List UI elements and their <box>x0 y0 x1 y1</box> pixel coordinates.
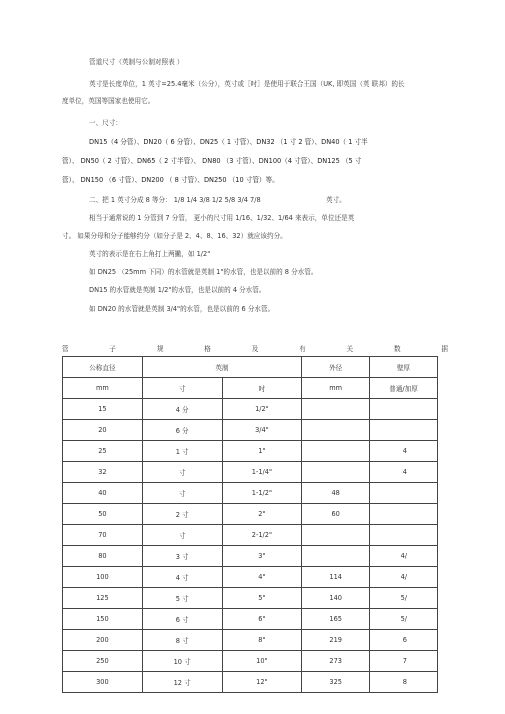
section2-heading: 二、把 1 英寸分成 8 等分： 1/8 1/4 3/8 1/2 5/8 3/4 7/8 <box>89 196 261 204</box>
cell-outer-diameter <box>302 420 370 441</box>
table-heading-char: 格 <box>204 345 211 353</box>
section2-line-4: 如 DN25 （25mm 下同）的水管就是英制 1"的水管，也是以前的 8 分水管。 <box>89 268 318 276</box>
cell-cun: 5 寸 <box>142 588 222 609</box>
table-row <box>63 630 438 651</box>
table-row <box>63 525 438 546</box>
header-imperial: 英制 <box>142 357 302 378</box>
cell-nominal-diameter: 50 <box>63 504 143 525</box>
section2-line-2: 寸。 如果分母和分子能够约分（如分子是 2、4、8、16、32）就应该约分。 <box>62 232 287 240</box>
table-heading-char: 有 <box>299 345 306 353</box>
table-row <box>63 462 438 483</box>
section1-line-1: DN15（4 分管）、DN20（ 6 分管）、DN25（ 1 寸管）、DN32 （1 寸 2 管）、DN40（ 1 寸半 <box>89 138 368 146</box>
cell-outer-diameter <box>302 462 370 483</box>
cell-wall-thickness: 5/ <box>370 588 438 609</box>
table-heading-char: 管 <box>62 345 69 353</box>
cell-nominal-diameter: 20 <box>63 420 143 441</box>
cell-nominal-diameter: 250 <box>63 651 143 672</box>
cell-cun: 寸 <box>142 462 222 483</box>
table-heading-char: 关 <box>346 345 354 353</box>
cell-nominal-diameter: 125 <box>63 588 143 609</box>
cell-cun: 10 寸 <box>142 651 222 672</box>
intro-line-2: 度单位，英国等国家也使用它。 <box>62 97 155 105</box>
unit-mm-od: mm <box>302 378 370 399</box>
cell-nominal-diameter: 100 <box>63 567 143 588</box>
cell-inch: 6" <box>222 609 302 630</box>
cell-cun: 1 寸 <box>142 441 222 462</box>
table-row <box>63 504 438 525</box>
table-row <box>63 399 438 420</box>
cell-inch: 8" <box>222 630 302 651</box>
section1-line-2: 管）、 DN50（ 2 寸管）、DN65（ 2 寸半管）、 DN80 （3 寸管）、DN100（4 寸管）、DN125 （5 寸 <box>62 157 362 165</box>
cell-outer-diameter: 325 <box>302 672 370 693</box>
cell-nominal-diameter: 32 <box>63 462 143 483</box>
cell-inch: 2" <box>222 504 302 525</box>
section2-heading-tail: 英寸。 <box>326 196 346 204</box>
table-heading-char: 子 <box>109 345 117 353</box>
header-outer-diameter: 外径 <box>302 357 370 378</box>
cell-wall-thickness: 4/ <box>370 567 438 588</box>
table-row <box>63 420 438 441</box>
cell-wall-thickness: 7 <box>370 651 438 672</box>
cell-wall-thickness <box>370 483 438 504</box>
cell-nominal-diameter: 200 <box>63 630 143 651</box>
cell-wall-thickness: 8 <box>370 672 438 693</box>
section1-line-3: 管）、 DN150 （6 寸管）、DN200 （ 8 寸管）、DN250 （10 寸管）等。 <box>62 176 279 184</box>
cell-cun: 2 寸 <box>142 504 222 525</box>
cell-cun: 4 分 <box>142 399 222 420</box>
cell-outer-diameter: 219 <box>302 630 370 651</box>
cell-cun: 寸 <box>142 483 222 504</box>
cell-nominal-diameter: 70 <box>63 525 143 546</box>
cell-nominal-diameter: 40 <box>63 483 143 504</box>
cell-inch: 1" <box>222 441 302 462</box>
cell-wall-thickness <box>370 399 438 420</box>
table-row <box>63 567 438 588</box>
cell-outer-diameter: 48 <box>302 483 370 504</box>
cell-inch: 3" <box>222 546 302 567</box>
table-row <box>63 651 438 672</box>
table-row <box>63 441 438 462</box>
table-heading-char: 数 <box>393 345 401 353</box>
cell-wall-thickness: 6 <box>370 630 438 651</box>
table-heading-char: 规 <box>156 345 164 353</box>
cell-inch: 1/2" <box>222 399 302 420</box>
cell-outer-diameter: 60 <box>302 504 370 525</box>
cell-nominal-diameter: 80 <box>63 546 143 567</box>
table-row <box>63 588 438 609</box>
cell-outer-diameter <box>302 525 370 546</box>
cell-outer-diameter: 165 <box>302 609 370 630</box>
section2-line-6: 如 DN20 的水管就是英制 3/4"的水管，也是以前的 6 分水管。 <box>89 305 275 313</box>
table-row <box>63 546 438 567</box>
intro-line-1: 英寸是长度单位，1 英寸=25.4毫米（公分），英寸或［吋］是使用于联合王国（UK, 即英国（英 联邦）的长 <box>89 80 405 88</box>
cell-nominal-diameter: 25 <box>63 441 143 462</box>
cell-cun: 6 寸 <box>142 609 222 630</box>
cell-nominal-diameter: 15 <box>63 399 143 420</box>
cell-nominal-diameter: 150 <box>63 609 143 630</box>
cell-cun: 6 分 <box>142 420 222 441</box>
cell-inch: 5" <box>222 588 302 609</box>
cell-outer-diameter <box>302 441 370 462</box>
cell-wall-thickness <box>370 525 438 546</box>
document-title: 管道尺寸（英制与公制对照表 ） <box>89 58 184 66</box>
cell-cun: 寸 <box>142 525 222 546</box>
table-header-row <box>63 357 438 378</box>
cell-inch: 10" <box>222 651 302 672</box>
cell-outer-diameter: 114 <box>302 567 370 588</box>
unit-inch: 吋 <box>222 378 302 399</box>
cell-inch: 1-1/4" <box>222 462 302 483</box>
cell-outer-diameter: 273 <box>302 651 370 672</box>
cell-cun: 3 寸 <box>142 546 222 567</box>
cell-wall-thickness: 4/ <box>370 546 438 567</box>
cell-inch: 4" <box>222 567 302 588</box>
cell-wall-thickness: 4 <box>370 441 438 462</box>
cell-outer-diameter: 140 <box>302 588 370 609</box>
cell-inch: 2-1/2" <box>222 525 302 546</box>
section2-line-5: DN15 的水管就是英制 1/2"的水管，也是以前的 4 分水管。 <box>89 286 266 294</box>
table-row <box>63 483 438 504</box>
cell-wall-thickness: 5/ <box>370 609 438 630</box>
table-heading-char: 及 <box>251 345 259 353</box>
cell-inch: 12" <box>222 672 302 693</box>
cell-wall-thickness <box>370 420 438 441</box>
cell-outer-diameter <box>302 546 370 567</box>
cell-inch: 1-1/2" <box>222 483 302 504</box>
unit-cun: 寸 <box>142 378 222 399</box>
header-nominal-diameter: 公称直径 <box>63 357 143 378</box>
table-row <box>63 672 438 693</box>
table-unit-row <box>63 378 438 399</box>
table-row <box>63 609 438 630</box>
table-heading-char: 据 <box>441 345 448 353</box>
unit-mm: mm <box>63 378 143 399</box>
cell-outer-diameter <box>302 399 370 420</box>
section2-line-3: 英寸的表示是在右上角打上两撇，如 1/2" <box>89 250 211 258</box>
cell-cun: 4 寸 <box>142 567 222 588</box>
pipe-spec-table <box>62 356 438 693</box>
section1-heading: 一、尺寸： <box>89 119 122 127</box>
header-wall-thickness: 壁厚 <box>370 357 438 378</box>
section2-line-1: 相当于通常说的 1 分管到 7 分管， 更小的尺寸用 1/16、1/32、1/64 来表示，单位还是英 <box>89 214 355 222</box>
cell-cun: 12 寸 <box>142 672 222 693</box>
cell-wall-thickness: 4 <box>370 462 438 483</box>
cell-cun: 8 寸 <box>142 630 222 651</box>
cell-inch: 3/4" <box>222 420 302 441</box>
unit-wall: 普通/加厚 <box>370 378 438 399</box>
table-heading <box>62 343 448 353</box>
cell-nominal-diameter: 300 <box>63 672 143 693</box>
cell-wall-thickness <box>370 504 438 525</box>
